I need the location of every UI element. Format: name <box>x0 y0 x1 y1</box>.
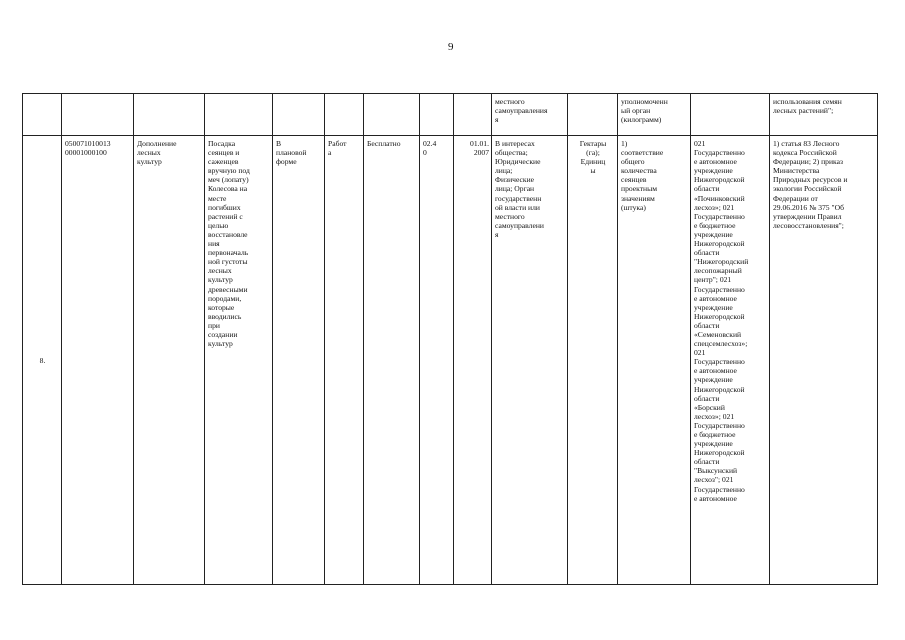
table-row <box>23 136 878 585</box>
row-type: Работ а <box>325 136 364 585</box>
cell-indicator: уполномоченн ый орган (килограмм) <box>618 94 691 136</box>
row-paid: Бесплатно <box>364 136 420 585</box>
row-legal: 1) статья 83 Лесного кодекса Российской Федерации; 2) приказ Министерства Природных ресурсов и экологии Российской Федерации от 29.06.2016 № 375 "Об утверждении Правил лесовосстановления"; <box>770 136 878 585</box>
cell-date <box>454 94 492 136</box>
cell-type <box>325 94 364 136</box>
row-institutions: 021 Государственно е автономное учреждение Нижегородской области «Починковский лесхоз»; 021 Государственно е бюджетное учреждение Нижегородской области "Нижегородский лесопожарный центр"; 021 Государственно е автономное учреждение Нижегородской области «Семеновский спецсемлесхоз»; 021 Государственно е автономное учреждение Нижегородской области «Борский лесхоз»; 021 Государственно е бюджетное учреждение Нижегородской области "Выксунский лесхоз"; 021 Государственно е автономное <box>691 136 770 585</box>
row-content: Посадка сеянцев и саженцев вручную под меч (лопату) Колесова на месте погибших растений с целью восстановле ния первоначаль ной густоты лесных культур древесными породами, которые вводились при создании культур <box>205 136 273 585</box>
cell-institutions <box>691 94 770 136</box>
cell-legal: использования семян лесных растений"; <box>770 94 878 136</box>
cell-okved <box>420 94 454 136</box>
cell-form <box>273 94 325 136</box>
cell-paid <box>364 94 420 136</box>
registry-table <box>22 93 878 585</box>
continuation-row <box>23 94 878 136</box>
row-unit: Гектары (га); Единиц ы <box>568 136 618 585</box>
cell-content <box>205 94 273 136</box>
cell-unit <box>568 94 618 136</box>
row-name: Дополнение лесных культур <box>134 136 205 585</box>
row-date: 01.01. 2007 <box>454 136 492 585</box>
row-indicator: 1) соответствие общего количества сеянцев проектным значениям (штука) <box>618 136 691 585</box>
cell-code <box>62 94 134 136</box>
row-consumers: В интересах общества; Юридические лица; Физические лица; Орган государственн ой власти или местного самоуправлени я <box>492 136 568 585</box>
cell-number <box>23 94 62 136</box>
row-code: 050071010013 00001000100 <box>62 136 134 585</box>
page-number: 9 <box>448 41 454 53</box>
cell-name <box>134 94 205 136</box>
cell-consumers: местного самоуправления я <box>492 94 568 136</box>
row-form: В плановой форме <box>273 136 325 585</box>
row-number: 8. <box>23 136 62 585</box>
row-okved: 02.4 0 <box>420 136 454 585</box>
